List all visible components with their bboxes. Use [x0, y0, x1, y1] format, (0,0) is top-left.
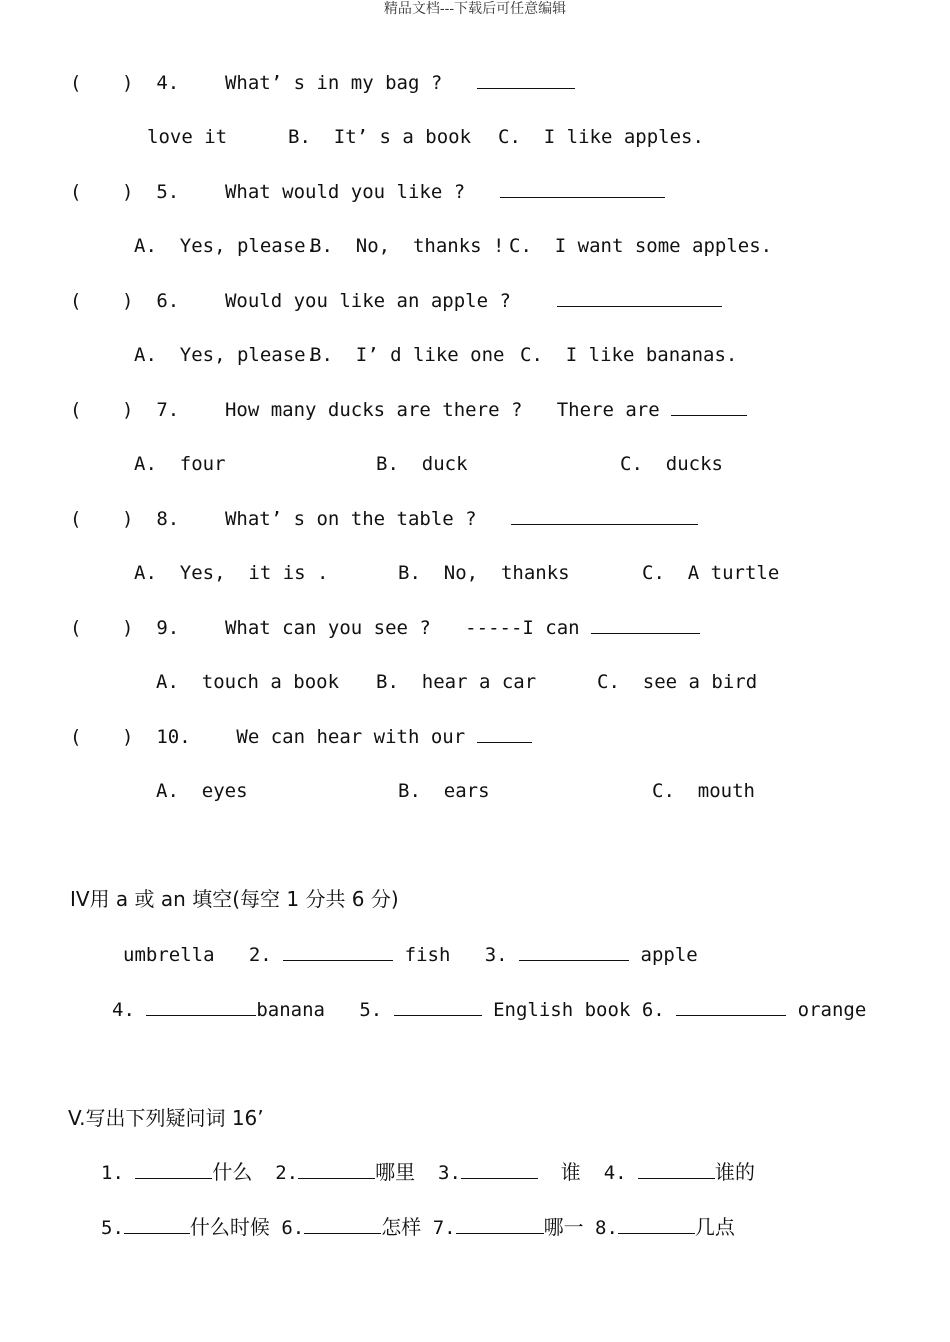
answer-paren-open: ( [70, 508, 82, 530]
option-c-wrap [509, 234, 772, 258]
answer-blank[interactable] [511, 506, 698, 525]
option-c-wrap [620, 452, 723, 476]
option-c: C. A turtle [642, 562, 780, 584]
fill-blank[interactable] [146, 997, 256, 1016]
answer-paren-open: ( [70, 726, 82, 748]
option-b-wrap [288, 125, 471, 149]
answer-blank[interactable] [477, 70, 575, 89]
fill-blank[interactable] [456, 1215, 544, 1234]
fill-blank[interactable] [676, 997, 786, 1016]
question-number: ) 7. [122, 399, 180, 421]
option-c: C. I like apples. [498, 126, 704, 148]
option-a: love it [147, 126, 228, 148]
question-text: What’ s on the table ? [224, 508, 477, 530]
fill-blank[interactable] [638, 1160, 715, 1179]
question-10 [122, 724, 532, 749]
question-number: ) 8. [122, 508, 180, 530]
option-a-wrap [134, 234, 317, 258]
answer-paren-open: ( [70, 290, 82, 312]
question-text: We can hear with our [236, 726, 466, 748]
question-number: ) 5. [122, 181, 180, 203]
option-c-wrap [642, 561, 779, 585]
option-c-wrap [652, 779, 755, 803]
question-5 [122, 179, 665, 204]
fill-blank[interactable] [298, 1160, 375, 1179]
option-b: B. hear a car [376, 671, 537, 693]
option-c-wrap [597, 670, 757, 694]
option-b-wrap [310, 234, 504, 258]
section-5-row-2: 5. 什么时候 6. 怎样 7. 哪一 8. 几点 [101, 1215, 735, 1239]
question-text: What can you see ? -----I can [224, 617, 580, 639]
answer-blank[interactable] [671, 397, 747, 416]
fill-blank[interactable] [135, 1160, 212, 1179]
question-4 [122, 70, 575, 95]
option-c: C. I like bananas. [520, 344, 738, 366]
answer-blank[interactable] [500, 179, 665, 198]
question-number: ) 10. [122, 726, 191, 748]
answer-blank[interactable] [477, 724, 532, 743]
option-b: B. No, thanks [398, 562, 570, 584]
question-number: ) 9. [122, 617, 180, 639]
option-c-wrap [520, 343, 737, 367]
question-6 [122, 288, 722, 313]
answer-blank[interactable] [557, 288, 722, 307]
section-4-row-1: umbrella 2. fish 3. apple [123, 944, 698, 966]
fill-blank[interactable] [124, 1215, 190, 1234]
option-a-wrap [156, 779, 248, 803]
answer-paren-open: ( [70, 181, 82, 203]
option-a-wrap [134, 343, 317, 367]
question-text: How many ducks are there ? There are [224, 399, 660, 421]
question-text: What’ s in my bag ? [224, 72, 443, 94]
option-b: B. No, thanks ! [310, 235, 505, 257]
question-9 [122, 615, 700, 640]
option-b: B. duck [376, 453, 468, 475]
question-7 [122, 397, 747, 422]
option-c: C. mouth [652, 780, 755, 802]
answer-blank[interactable] [591, 615, 700, 634]
answer-paren-open: ( [70, 617, 82, 639]
option-c-wrap [498, 125, 704, 149]
option-a: A. Yes, please. [134, 344, 318, 366]
section-5-title: V.写出下列疑问词 16’ [68, 1106, 264, 1130]
option-b-wrap [310, 343, 504, 367]
question-8 [122, 506, 698, 531]
option-b: B. It’ s a book [288, 126, 472, 148]
section-5-row-1: 1. 什么 2. 哪里 3. 谁 4. 谁的 [101, 1160, 756, 1184]
option-b-wrap [398, 561, 570, 585]
option-c: C. I want some apples. [509, 235, 773, 257]
question-text: What would you like ? [224, 181, 466, 203]
fill-blank[interactable] [461, 1160, 538, 1179]
option-a: A. Yes, please. [134, 235, 318, 257]
page-header: 精品文档---下载后可任意编辑 [383, 1, 567, 17]
fill-blank[interactable] [394, 997, 482, 1016]
option-a: A. Yes, it is . [134, 562, 329, 584]
fill-blank[interactable] [304, 1215, 381, 1234]
option-a-wrap [134, 452, 226, 476]
option-b: B. ears [398, 780, 490, 802]
option-a-wrap [134, 561, 328, 585]
options-4 [147, 125, 227, 149]
option-c: C. see a bird [597, 671, 758, 693]
answer-paren-open: ( [70, 72, 82, 94]
section-4-title: IV用 a 或 an 填空(每空 1 分共 6 分) [70, 887, 399, 911]
option-a: A. four [134, 453, 226, 475]
option-b-wrap [376, 670, 536, 694]
option-b: B. I’ d like one [310, 344, 505, 366]
fill-blank[interactable] [283, 942, 393, 961]
question-number: ) 6. [122, 290, 180, 312]
option-a-wrap [156, 670, 339, 694]
answer-paren-open: ( [70, 399, 82, 421]
question-text: Would you like an apple ? [224, 290, 511, 312]
option-b-wrap [398, 779, 490, 803]
fill-blank[interactable] [519, 942, 629, 961]
option-b-wrap [376, 452, 468, 476]
option-a: A. eyes [156, 780, 248, 802]
section-4-row-2: 4. banana 5. English book 6. orange [112, 999, 867, 1021]
option-c: C. ducks [620, 453, 723, 475]
fill-blank[interactable] [618, 1215, 695, 1234]
question-number: ) 4. [122, 72, 180, 94]
option-a: A. touch a book [156, 671, 340, 693]
